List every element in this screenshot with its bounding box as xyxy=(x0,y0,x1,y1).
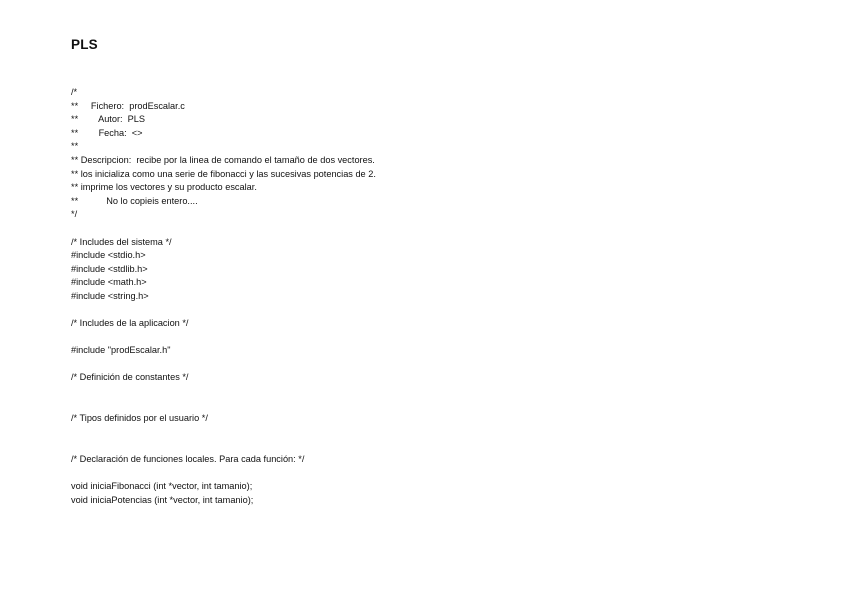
code-listing xyxy=(71,86,376,507)
code-line: void iniciaPotencias (int *vector, int tamanio); xyxy=(71,494,254,505)
code-line: /* Includes del sistema */ xyxy=(71,236,172,247)
code-line: #include <math.h> xyxy=(71,277,147,288)
code-line: ** Descripcion: recibe por la linea de comando el tamaño de dos vectores. xyxy=(71,154,375,165)
code-line xyxy=(71,426,376,440)
code-line xyxy=(71,399,376,413)
code-line: ** Fichero: prodEscalar.c xyxy=(71,100,185,111)
code-line xyxy=(71,358,376,372)
code-line xyxy=(71,304,376,318)
code-line: ** imprime los vectores y su producto escalar. xyxy=(71,182,257,193)
code-line: /* Definición de constantes */ xyxy=(71,372,189,383)
code-line: #include <string.h> xyxy=(71,290,149,301)
code-line: ** Fecha: <> xyxy=(71,127,143,138)
code-line: #include <stdio.h> xyxy=(71,250,146,261)
code-line xyxy=(71,385,376,399)
code-line: ** los inicializa como una serie de fibonacci y las sucesivas potencias de 2. xyxy=(71,168,376,179)
code-line: ** Autor: PLS xyxy=(71,114,146,125)
code-line: ** xyxy=(71,141,79,152)
code-line: /* Tipos definidos por el usuario */ xyxy=(71,413,208,424)
code-line: /* xyxy=(71,87,78,97)
page-title: PLS xyxy=(71,37,98,52)
code-line: ** No lo copieis entero.... xyxy=(71,195,198,206)
code-line xyxy=(71,222,376,236)
code-line: /* Declaración de funciones locales. Para cada función: */ xyxy=(71,454,305,465)
code-line: #include <stdlib.h> xyxy=(71,263,148,274)
code-line: void iniciaFibonacci (int *vector, int tamanio); xyxy=(71,481,253,492)
code-line xyxy=(71,467,376,481)
code-line xyxy=(71,331,376,345)
code-line: #include "prodEscalar.h" xyxy=(71,345,171,356)
code-line: */ xyxy=(71,209,78,220)
code-line: /* Includes de la aplicacion */ xyxy=(71,318,189,329)
code-line xyxy=(71,439,376,453)
